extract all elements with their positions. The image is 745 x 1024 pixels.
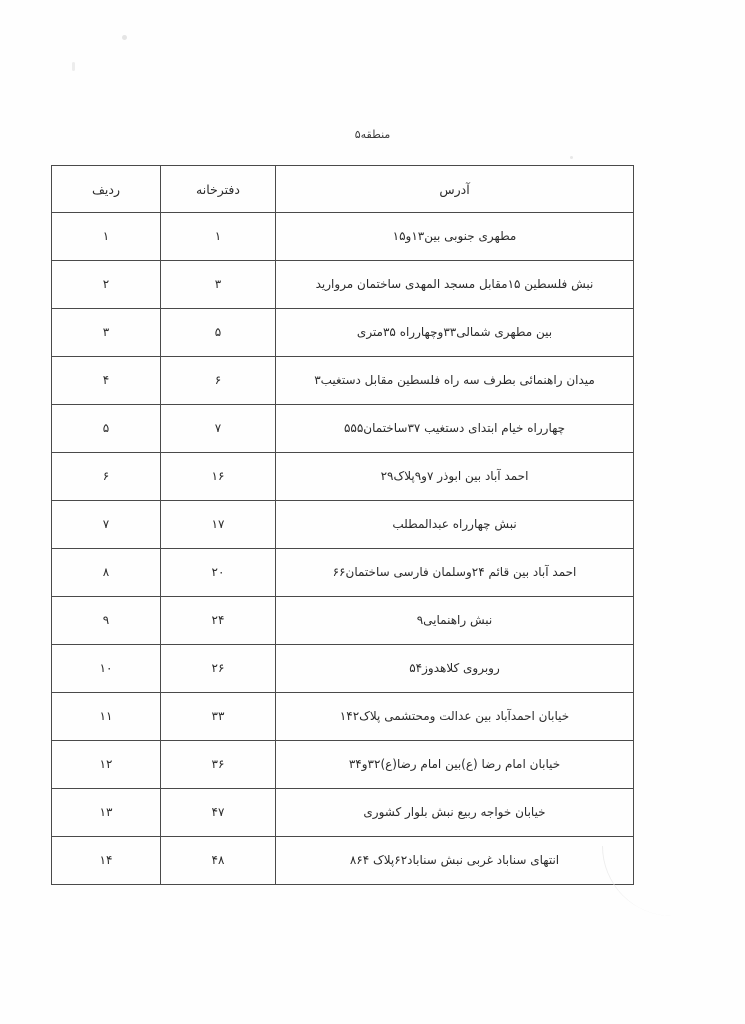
- cell-address: بین مطهری شمالی۳۳وچهارراه ۳۵متری: [276, 309, 634, 357]
- table-row: [52, 357, 634, 405]
- cell-index: ۱۴: [52, 837, 161, 885]
- cell-index: ۵: [52, 405, 161, 453]
- table-row: [52, 501, 634, 549]
- table-row: [52, 597, 634, 645]
- table-row: [52, 309, 634, 357]
- table-row: [52, 405, 634, 453]
- column-header-office: دفترخانه: [161, 166, 276, 213]
- cell-index: ۸: [52, 549, 161, 597]
- cell-address: احمد آباد بین ابوذر ۷و۹پلاک۲۹: [276, 453, 634, 501]
- scan-speck-icon: [570, 156, 573, 159]
- cell-index: ۱۰: [52, 645, 161, 693]
- table-row: [52, 549, 634, 597]
- cell-address: میدان راهنمائی بطرف سه راه فلسطین مقابل دستغیب۳: [276, 357, 634, 405]
- cell-index: ۷: [52, 501, 161, 549]
- cell-address: خیابان احمدآباد بین عدالت ومحتشمی پلاک۱۴۲: [276, 693, 634, 741]
- cell-address: خیابان امام رضا (ع)بین امام رضا(ع)۳۲و۳۴: [276, 741, 634, 789]
- table-row: [52, 213, 634, 261]
- table-header: [52, 166, 634, 213]
- cell-index: ۲: [52, 261, 161, 309]
- cell-index: ۱۱: [52, 693, 161, 741]
- cell-address: مطهری جنوبی بین۱۳و۱۵: [276, 213, 634, 261]
- cell-office: ۳: [161, 261, 276, 309]
- table-row: [52, 693, 634, 741]
- cell-index: ۹: [52, 597, 161, 645]
- cell-office: ۱: [161, 213, 276, 261]
- table-row: [52, 645, 634, 693]
- cell-office: ۴۷: [161, 789, 276, 837]
- page-title: منطقه۵: [354, 128, 391, 141]
- cell-office: ۲۴: [161, 597, 276, 645]
- cell-office: ۳۶: [161, 741, 276, 789]
- registry-table-container: [52, 165, 634, 885]
- table-row: [52, 837, 634, 885]
- table-row: [52, 261, 634, 309]
- cell-address: انتهای سناباد غربی نبش سناباد۶۲پلاک ۸۶۴: [276, 837, 634, 885]
- table-row: [52, 789, 634, 837]
- cell-address: نبش چهارراه عبدالمطلب: [276, 501, 634, 549]
- table-header-row: [52, 166, 634, 213]
- cell-index: ۶: [52, 453, 161, 501]
- cell-office: ۱۷: [161, 501, 276, 549]
- table-body: [52, 213, 634, 885]
- column-header-address: آدرس: [276, 166, 634, 213]
- table-row: [52, 453, 634, 501]
- cell-address: چهارراه خیام ابتدای دستغیب ۳۷ساختمان۵۵۵: [276, 405, 634, 453]
- cell-index: ۳: [52, 309, 161, 357]
- cell-address: احمد آباد بین قائم ۲۴وسلمان فارسی ساختمان۶۶: [276, 549, 634, 597]
- cell-office: ۲۰: [161, 549, 276, 597]
- cell-address: نبش راهنمایی۹: [276, 597, 634, 645]
- cell-index: ۱۲: [52, 741, 161, 789]
- cell-office: ۳۳: [161, 693, 276, 741]
- cell-address: خیابان خواجه ربیع نبش بلوار کشوری: [276, 789, 634, 837]
- cell-office: ۴۸: [161, 837, 276, 885]
- cell-index: ۱: [52, 213, 161, 261]
- cell-office: ۶: [161, 357, 276, 405]
- registry-table: [51, 165, 634, 885]
- column-header-index: ردیف: [52, 166, 161, 213]
- cell-office: ۲۶: [161, 645, 276, 693]
- cell-office: ۷: [161, 405, 276, 453]
- scan-speck-icon: [122, 35, 127, 40]
- scan-speck-icon: [72, 62, 75, 71]
- cell-office: ۵: [161, 309, 276, 357]
- cell-address: روبروی کلاهدوز۵۴: [276, 645, 634, 693]
- table-row: [52, 741, 634, 789]
- cell-index: ۱۳: [52, 789, 161, 837]
- cell-address: نبش فلسطین ۱۵مقابل مسجد المهدی ساختمان مروارید: [276, 261, 634, 309]
- cell-office: ۱۶: [161, 453, 276, 501]
- cell-index: ۴: [52, 357, 161, 405]
